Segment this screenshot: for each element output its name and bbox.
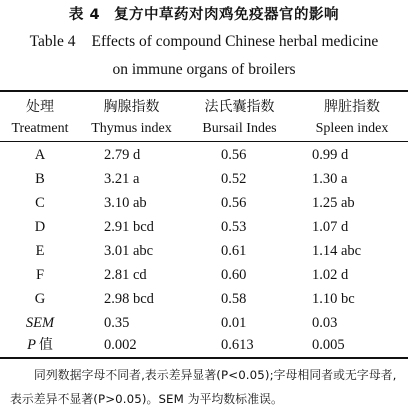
- table-row-c: [0, 191, 408, 215]
- header-treatment: [0, 97, 80, 139]
- thymus-value: 2.91 bcd: [104, 219, 154, 235]
- spleen-value: 1.25 ab: [312, 195, 355, 211]
- thymus-value: 0.002: [104, 337, 137, 353]
- spleen-value: 1.14 abc: [312, 243, 362, 259]
- thymus-value: 3.10 ab: [104, 195, 147, 211]
- treatment-cell: D: [34, 219, 46, 235]
- table-row-g: [0, 287, 408, 311]
- table-number-cn: 表 4: [68, 7, 101, 23]
- treatment-cell: E: [35, 243, 45, 259]
- thymus-value: 2.79 d: [104, 147, 141, 163]
- treatment-cell: [0, 333, 80, 357]
- header-bursal-index: [183, 97, 296, 139]
- bursa-value: 0.52: [221, 171, 247, 187]
- table-title-en-line1: Effects of compound Chinese herbal medicine: [91, 33, 379, 50]
- table-number-en: Table 4: [29, 33, 76, 50]
- table-caption-cn: [0, 3, 408, 24]
- bursa-value: 0.56: [221, 195, 247, 211]
- table-row-b: [0, 167, 408, 191]
- table-row-e: [0, 239, 408, 263]
- bursa-value: 0.613: [221, 337, 254, 353]
- bursa-value: 0.58: [221, 291, 247, 307]
- header-thymus-index: [80, 97, 183, 139]
- table-row-sem: [0, 311, 408, 335]
- table-bottom-rule: [0, 357, 408, 359]
- table-row-p-value: [0, 333, 408, 357]
- p-symbol: P: [27, 337, 36, 353]
- table-header-rule: [0, 141, 408, 142]
- spleen-value: 1.10 bc: [312, 291, 355, 307]
- spleen-value: 0.99 d: [312, 147, 349, 163]
- header-thymus-index-cn: 胸腺指数: [103, 99, 160, 115]
- bursa-value: 0.01: [221, 315, 247, 331]
- table-row-d: [0, 215, 408, 239]
- header-spleen-index: [296, 97, 408, 139]
- table-row-a: [0, 143, 408, 167]
- treatment-cell: SEM: [25, 315, 55, 331]
- bursa-value: 0.60: [221, 267, 247, 283]
- header-spleen-index-en: Spleen index: [315, 121, 389, 136]
- table-caption-en-line1: [0, 33, 408, 51]
- treatment-cell: F: [35, 267, 45, 283]
- header-treatment-cn: 处理: [26, 99, 54, 115]
- thymus-value: 3.21 a: [104, 171, 140, 187]
- table-title-cn: 复方中草药对肉鸡免疫器官的影响: [114, 7, 340, 23]
- header-treatment-en: Treatment: [11, 121, 69, 136]
- header-thymus-index-en: Thymus index: [91, 121, 172, 136]
- table-title-en-line2: on immune organs of broilers: [112, 61, 296, 78]
- table-footnote: 同列数据字母不同者,表示差异显著(P<0.05);字母相同者或无字母者,表示差异不显著(P>0.05)。SEM 为平均数标准误。: [10, 368, 397, 406]
- treatment-cell: C: [35, 195, 45, 211]
- header-bursal-index-cn: 法氏囊指数: [204, 99, 275, 115]
- thymus-value: 0.35: [104, 315, 130, 331]
- table-row-f: [0, 263, 408, 287]
- thymus-value: 2.81 cd: [104, 267, 147, 283]
- treatment-cell: B: [35, 171, 45, 187]
- treatment-cell: G: [34, 291, 46, 307]
- table-top-rule: [0, 90, 408, 92]
- spleen-value: 1.02 d: [312, 267, 349, 283]
- header-bursal-index-en: Bursail Indes: [202, 121, 277, 136]
- thymus-value: 3.01 abc: [104, 243, 154, 259]
- thymus-value: 2.98 bcd: [104, 291, 154, 307]
- spleen-value: 1.30 a: [312, 171, 348, 187]
- spleen-value: 1.07 d: [312, 219, 349, 235]
- header-spleen-index-cn: 脾脏指数: [324, 99, 380, 115]
- spleen-value: 0.005: [312, 337, 345, 353]
- p-value-label: 值: [38, 337, 53, 353]
- treatment-cell: A: [34, 147, 46, 163]
- spleen-value: 0.03: [312, 315, 338, 331]
- bursa-value: 0.61: [221, 243, 247, 259]
- bursa-value: 0.53: [221, 219, 247, 235]
- bursa-value: 0.56: [221, 147, 247, 163]
